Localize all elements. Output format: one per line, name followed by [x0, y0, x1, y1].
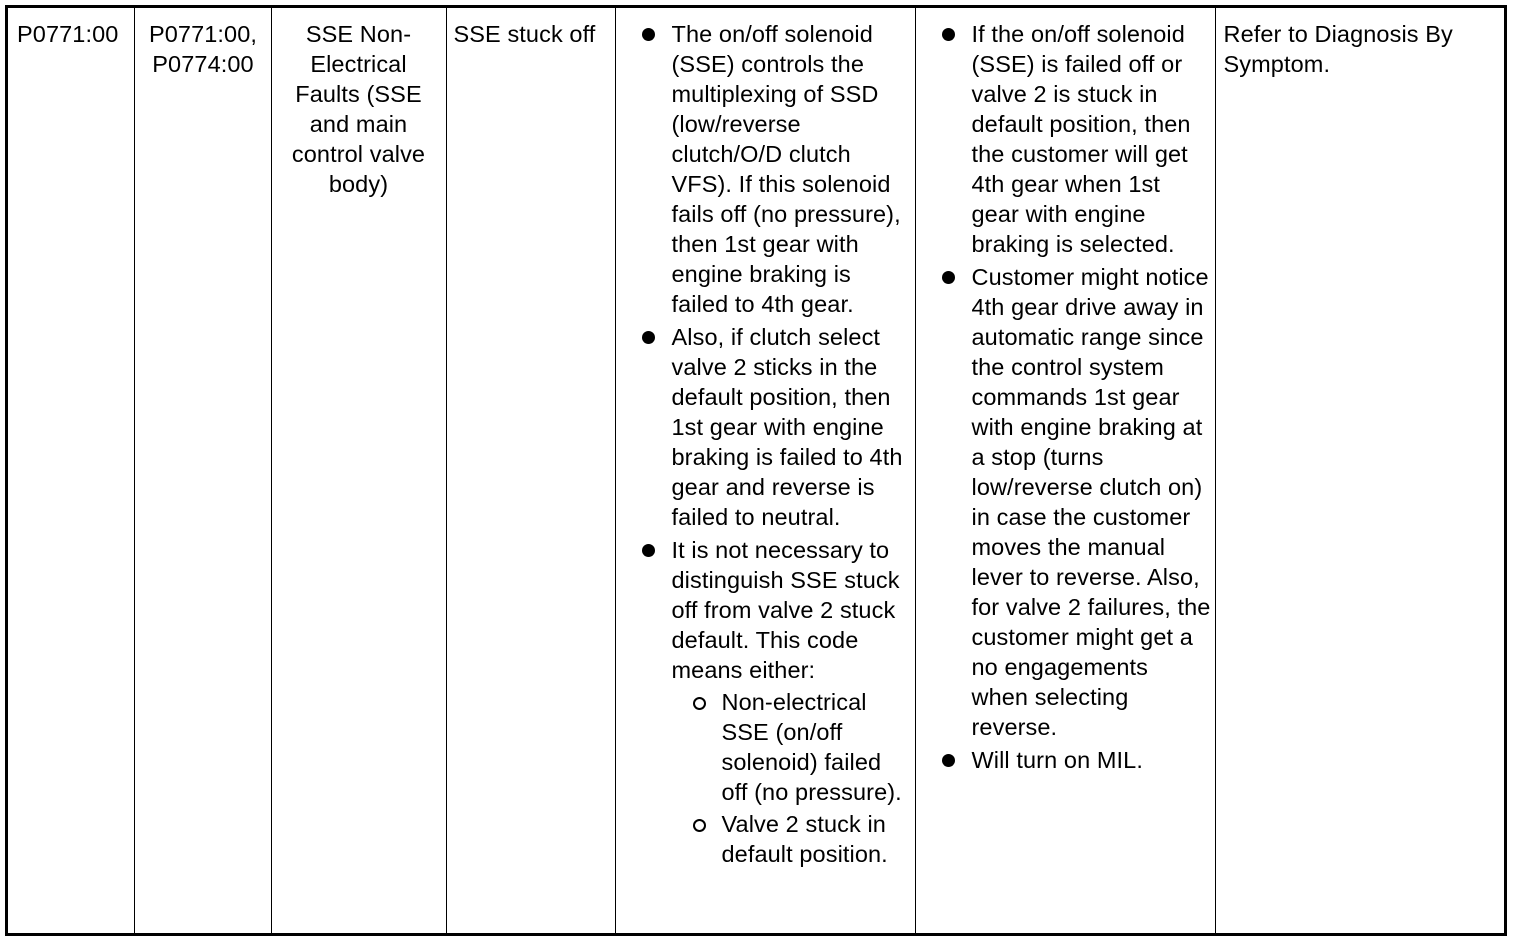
- dtc-code: P0771:00: [17, 21, 119, 47]
- monitor-bullet-list: [621, 19, 911, 869]
- fault-mode-text: SSE stuck off: [453, 21, 596, 47]
- list-item: Also, if clutch select valve 2 sticks in the default position, then 1st gear with engine braking is failed to 4th gear and reverse is failed to neutral.: [621, 322, 911, 532]
- bullet-icon: [942, 28, 955, 41]
- description-text: SSE Non-Electrical Faults (SSE and main control valve body): [291, 21, 426, 197]
- dtc-table-frame: [5, 5, 1507, 936]
- list-item: The on/off solenoid (SSE) controls the multiplexing of SSD (low/reverse clutch/O/D clutch VFS). If this solenoid fails off (no pressure), then 1st gear with engine braking is failed to 4th gear.: [621, 19, 911, 319]
- fault-mode-cell: [446, 8, 615, 933]
- dtc-table: [8, 8, 1504, 933]
- list-item: Customer might notice 4th gear drive away in automatic range since the control system commands 1st gear with engine braking at a stop (turns low/reverse clutch on) in case the customer moves the manual lever to reverse. Also, for valve 2 failures, the customer might get a no engagements when selecting reverse.: [921, 262, 1211, 742]
- related-dtc: P0771:00,: [148, 21, 258, 47]
- table-row: [8, 8, 1504, 933]
- dtc-cell: [8, 8, 134, 933]
- bullet-icon: [642, 28, 655, 41]
- bullet-icon: [942, 754, 955, 767]
- bullet-icon: [642, 544, 655, 557]
- list-item: Will turn on MIL.: [921, 745, 1211, 775]
- hollow-bullet-icon: [693, 819, 706, 832]
- action-cell: [1215, 8, 1504, 933]
- symptoms-cell: [915, 8, 1215, 933]
- symptoms-bullet-list: [921, 19, 1211, 775]
- list-item: It is not necessary to distinguish SSE stuck off from valve 2 stuck default. This code means either: Non-electrical SSE (on/off solenoid) failed off (no pressure). Valve 2 stuck in default position.: [621, 535, 911, 869]
- related-dtc: P0774:00: [152, 51, 254, 77]
- list-item: If the on/off solenoid (SSE) is failed off or valve 2 is stuck in default position, then the customer will get 4th gear when 1st gear with engine braking is selected.: [921, 19, 1211, 259]
- list-item: Non-electrical SSE (on/off solenoid) failed off (no pressure).: [672, 687, 911, 807]
- list-item: Valve 2 stuck in default position.: [672, 809, 911, 869]
- related-dtcs-cell: [134, 8, 271, 933]
- description-cell: [271, 8, 446, 933]
- monitor-description-cell: [615, 8, 915, 933]
- hollow-bullet-icon: [693, 697, 706, 710]
- bullet-icon: [642, 331, 655, 344]
- action-text: Refer to Diagnosis By Symptom.: [1223, 21, 1453, 77]
- monitor-sub-bullet-list: [672, 687, 911, 869]
- bullet-icon: [942, 271, 955, 284]
